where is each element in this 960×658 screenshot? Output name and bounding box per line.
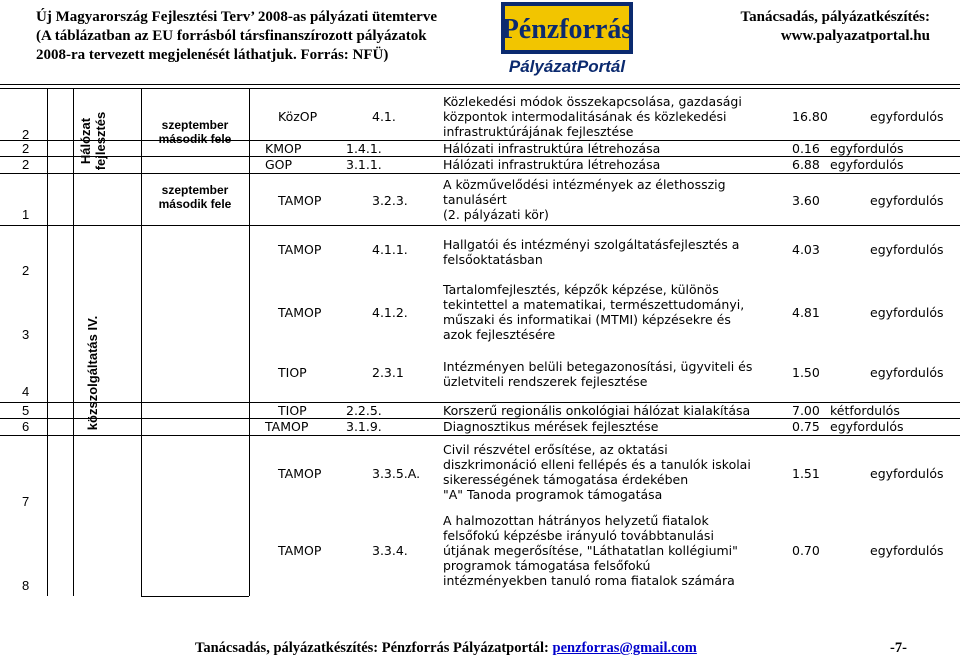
type-cell: egyfordulós [870, 305, 944, 320]
code-cell: 3.3.4. [372, 543, 408, 558]
code-cell: 3.1.1. [346, 157, 382, 172]
description-cell: Közlekedési módok összekapcsolása, gazdasági központok intermodalitásának és közlekedési infrastruktúrájának fejlesztése [443, 94, 742, 139]
row-number: 3 [22, 327, 30, 342]
row-number: 4 [22, 384, 30, 399]
header-line-2: (A táblázatban az EU forrásból társfinanszírozott pályázatok [36, 28, 427, 44]
program-cell: KözOP [278, 109, 318, 124]
description-cell: A halmozottan hátrányos helyzetű fiatalok felsőfokú képzésbe irányuló továbbtanulási útjának megerősítése, "Láthatatlan kollégiumi" programok támogatása felsőfokú intézményekben tanuló roma fiatalok számára [443, 513, 738, 588]
row-number: 2 [22, 127, 30, 142]
description-cell: Tartalomfejlesztés, képzők képzése, különös tekintettel a matematikai, természettudományi, műszaki és informatikai (MTMI) képzésekre és azok fejlesztésére [443, 282, 745, 342]
amount-cell: 1.51 [792, 466, 820, 481]
program-cell: TAMOP [278, 543, 322, 558]
type-cell: egyfordulós [830, 157, 904, 172]
type-cell: egyfordulós [870, 109, 944, 124]
header-line-3: 2008-ra tervezett megjelenését láthatjuk. Forrás: NFÜ) [36, 47, 389, 63]
program-cell: TIOP [278, 403, 307, 418]
description-cell: Korszerű regionális onkológiai hálózat kialakítása [443, 403, 751, 418]
description-cell: Intézményen belüli betegazonosítási, ügyviteli és üzletviteli rendszerek fejlesztése [443, 359, 753, 389]
header-left [36, 8, 437, 65]
amount-cell: 4.03 [792, 242, 820, 257]
halozat-label: Hálózat fejlesztés [78, 111, 108, 171]
type-cell: kétfordulós [830, 403, 900, 418]
penzforras-logo [497, 2, 637, 78]
type-cell: egyfordulós [830, 141, 904, 156]
header-line-1: Új Magyarország Fejlesztési Terv’ 2008-as pályázati ütemterve [36, 9, 437, 25]
row-number: 8 [22, 578, 30, 593]
row-number: 6 [22, 419, 30, 434]
description-cell: Hálózati infrastruktúra létrehozása [443, 157, 661, 172]
header-right-line-2: www.palyazatportal.hu [780, 28, 930, 44]
program-cell: TAMOP [278, 242, 322, 257]
amount-cell: 7.00 [792, 403, 820, 418]
amount-cell: 16.80 [792, 109, 828, 124]
timing-label-1: szeptember második fele [158, 118, 232, 146]
row-number: 1 [22, 207, 30, 222]
code-cell: 1.4.1. [346, 141, 382, 156]
type-cell: egyfordulós [870, 193, 944, 208]
row-number: 2 [22, 263, 30, 278]
type-cell: egyfordulós [870, 466, 944, 481]
amount-cell: 3.60 [792, 193, 820, 208]
header-right-line-1: Tanácsadás, pályázatkészítés: [740, 9, 930, 25]
page-number: -7- [890, 640, 907, 656]
footer [195, 640, 697, 657]
description-cell: Civil részvétel erősítése, az oktatási diszkrimonáció elleni fellépés és a tanulók iskolai sikerességének támogatása érdekében "A" Tanoda programok támogatása [443, 442, 751, 502]
amount-cell: 0.75 [792, 419, 820, 434]
row-number: 2 [22, 157, 30, 172]
program-cell: TAMOP [278, 193, 322, 208]
row-number: 2 [22, 141, 30, 156]
amount-cell: 1.50 [792, 365, 820, 380]
row-number: 5 [22, 403, 30, 418]
kozszolg-label: közszolgáltatás IV. [85, 315, 100, 431]
row-number: 7 [22, 494, 30, 509]
amount-cell: 4.81 [792, 305, 820, 320]
program-cell: TAMOP [278, 305, 322, 320]
code-cell: 4.1.1. [372, 242, 408, 257]
code-cell: 4.1.2. [372, 305, 408, 320]
timing-label-2: szeptember második fele [158, 183, 232, 211]
code-cell: 3.1.9. [346, 419, 382, 434]
code-cell: 2.3.1 [372, 365, 404, 380]
code-cell: 3.3.5.A. [372, 466, 421, 481]
amount-cell: 0.16 [792, 141, 820, 156]
program-cell: TIOP [278, 365, 307, 380]
type-cell: egyfordulós [870, 242, 944, 257]
program-cell: GOP [265, 157, 293, 172]
code-cell: 2.2.5. [346, 403, 382, 418]
header-right [741, 8, 930, 46]
code-cell: 3.2.3. [372, 193, 408, 208]
logo-bottom-text: PályázatPortál [508, 57, 626, 76]
code-cell: 4.1. [372, 109, 396, 124]
type-cell: egyfordulós [870, 543, 944, 558]
amount-cell: 0.70 [792, 543, 820, 558]
footer-email-link[interactable]: penzforras@gmail.com [552, 640, 697, 656]
amount-cell: 6.88 [792, 157, 820, 172]
description-cell: A közművelődési intézmények az élethosszig tanulásért (2. pályázati kör) [443, 177, 726, 222]
type-cell: egyfordulós [870, 365, 944, 380]
program-cell: TAMOP [278, 466, 322, 481]
logo-top-text: Pénzforrás [501, 14, 633, 45]
description-cell: Diagnosztikus mérések fejlesztése [443, 419, 659, 434]
program-cell: TAMOP [265, 419, 309, 434]
type-cell: egyfordulós [830, 419, 904, 434]
description-cell: Hálózati infrastruktúra létrehozása [443, 141, 661, 156]
program-cell: KMOP [265, 141, 302, 156]
footer-text: Tanácsadás, pályázatkészítés: Pénzforrás Pályázatportál: [195, 640, 553, 656]
description-cell: Hallgatói és intézményi szolgáltatásfejlesztés a felsőoktatásban [443, 237, 740, 267]
